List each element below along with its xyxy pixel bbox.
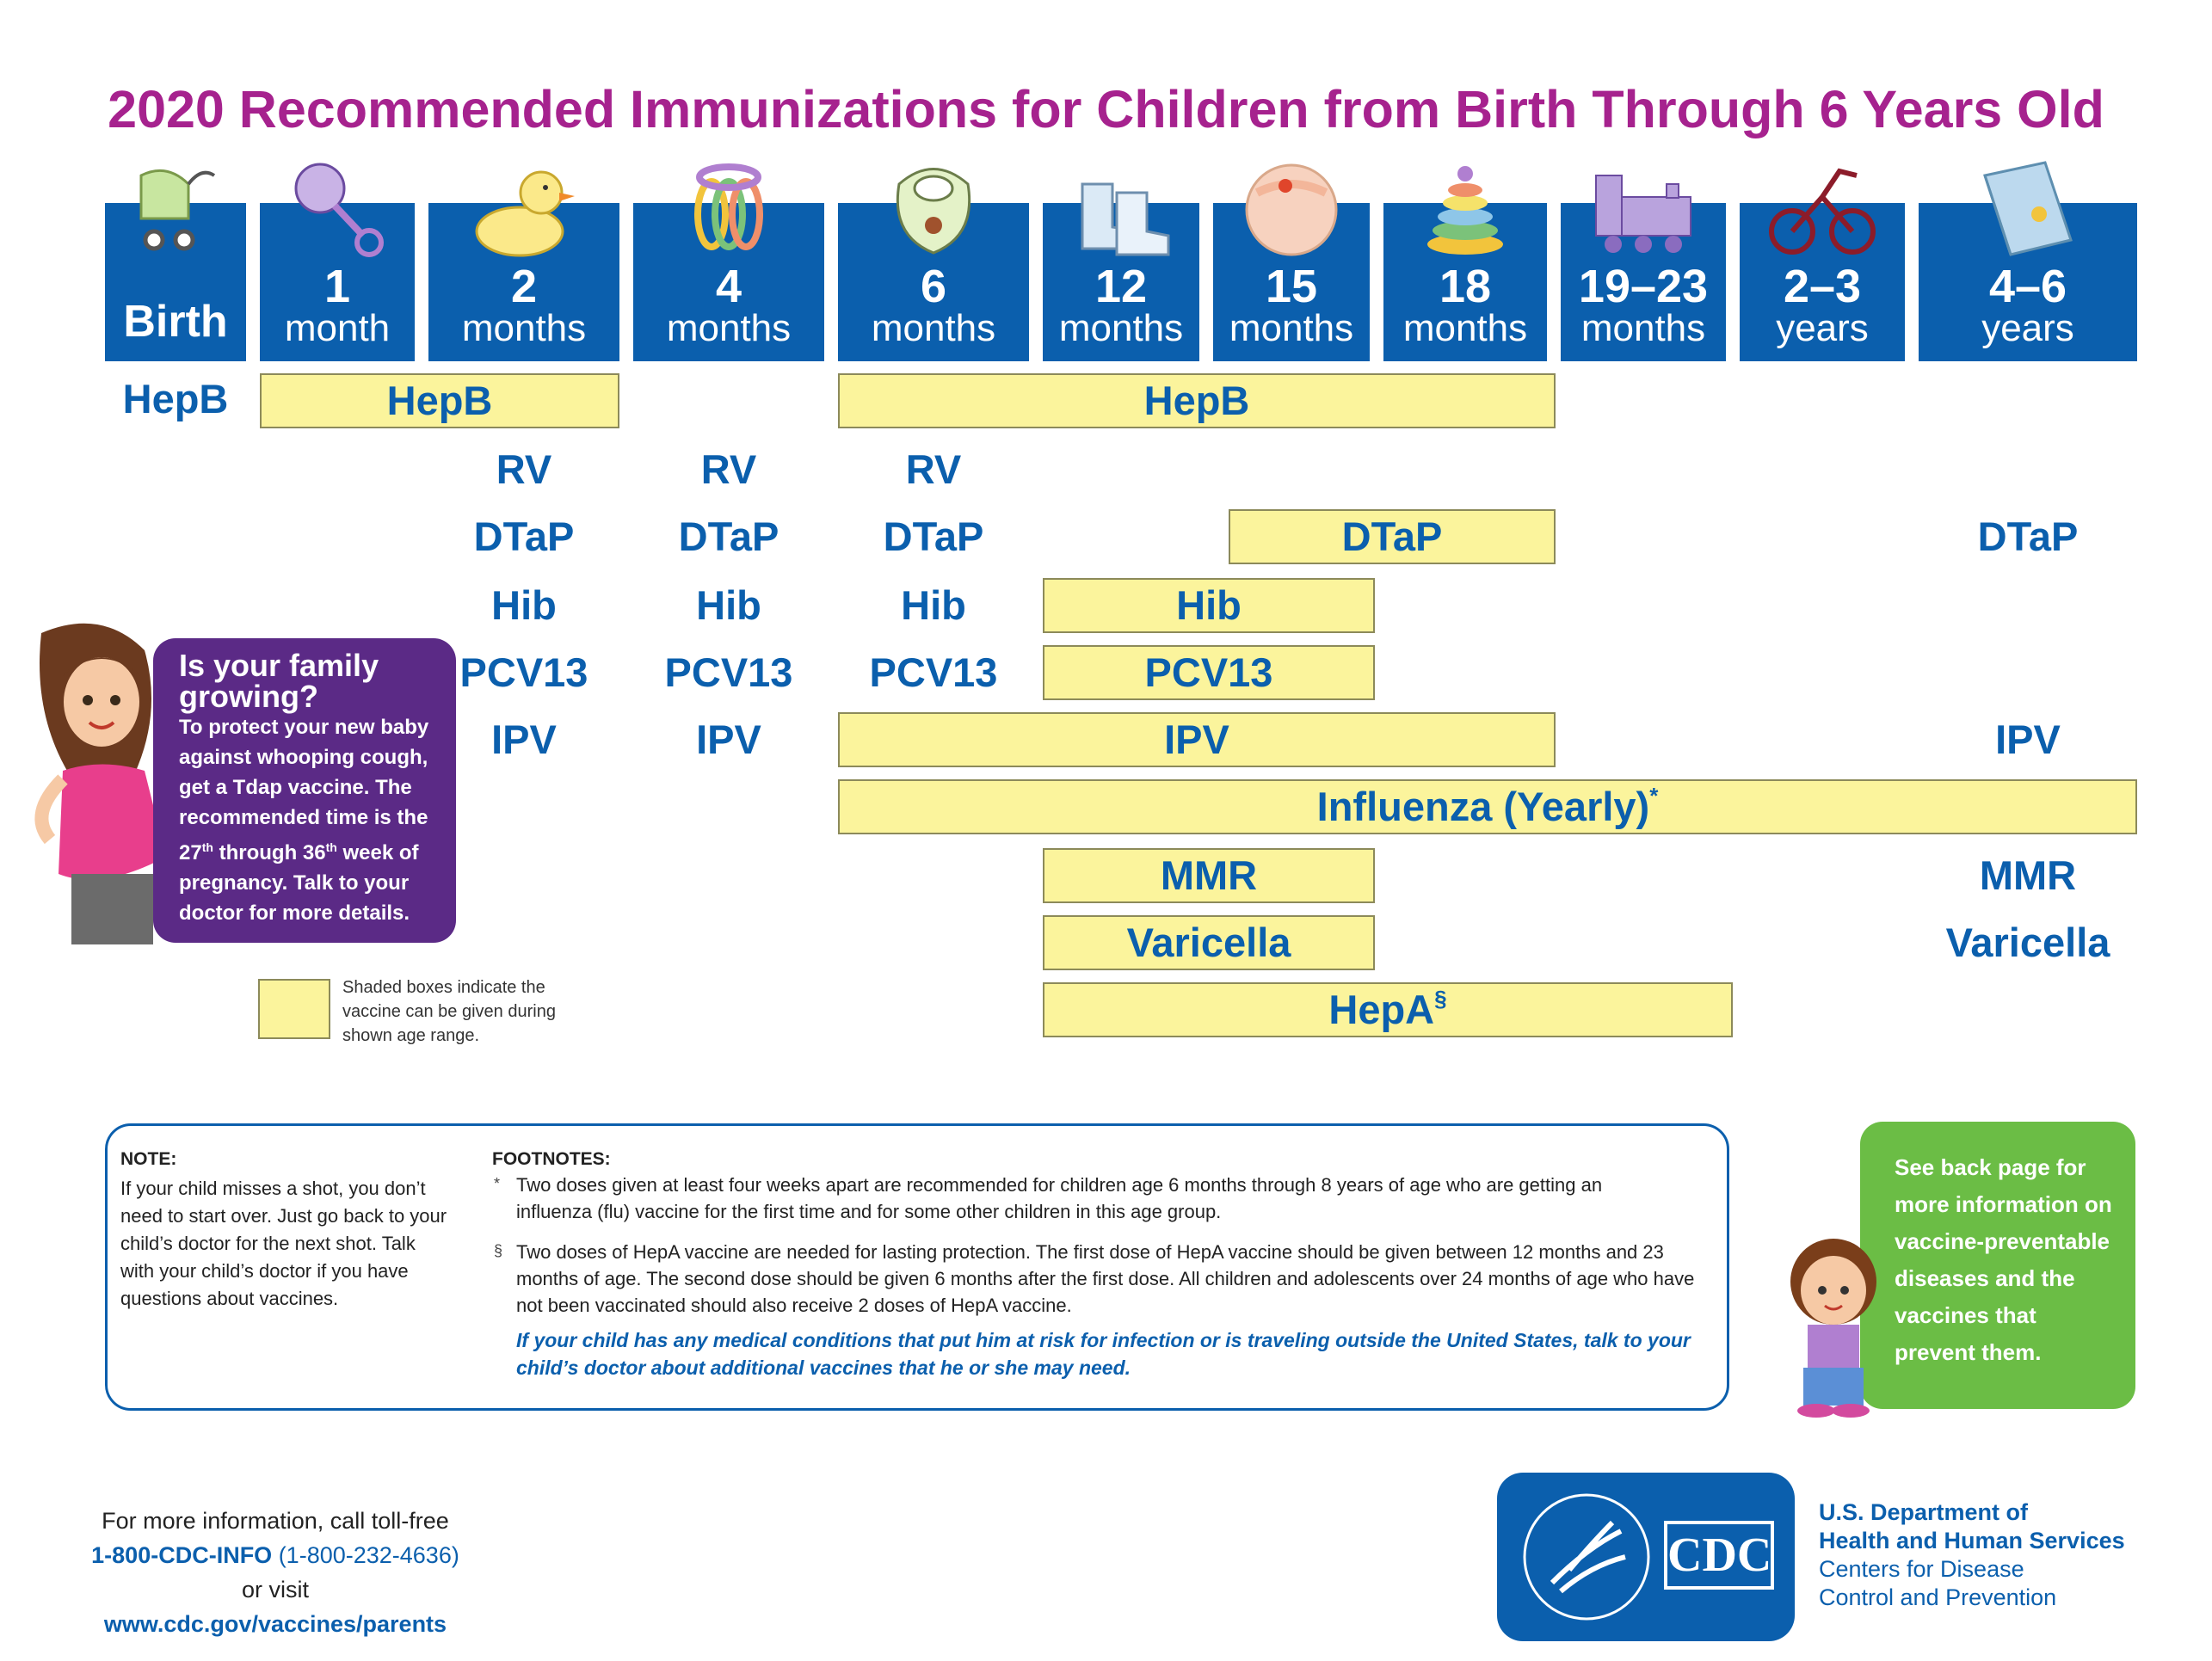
tricycle-icon (1766, 158, 1878, 261)
hhs-seal-icon (1518, 1488, 1655, 1626)
age-number: 12 (1094, 261, 1148, 312)
vaccine-varicella-4-6-years: Varicella (1945, 920, 2110, 965)
page-title: 2020 Recommended Immunizations for Children from Birth Through 6 Years Old (108, 80, 2104, 138)
bar-hib-12-15-months: Hib (1043, 578, 1375, 633)
age-unit: months (1402, 307, 1528, 349)
vaccine-ipv-4-months: IPV (696, 717, 761, 762)
influenza-footnote-mark: * (1649, 783, 1659, 809)
agency-name (1819, 1498, 2125, 1612)
bar-hepa-12-23-months (1043, 982, 1733, 1037)
footnote-mark: § (494, 1242, 503, 1259)
bar-hepb-6-18-months: HepB (838, 373, 1556, 428)
vaccine-ipv-4-6-years: IPV (1995, 717, 2061, 762)
callout-week-start: 27 (179, 841, 202, 864)
vaccine-ipv-2-months: IPV (491, 717, 557, 762)
vaccine-pcv13-4-months: PCV13 (664, 649, 793, 695)
contact-info (77, 1504, 473, 1641)
child-illustration (1769, 1230, 1898, 1418)
bar-mmr-12-15-months: MMR (1043, 848, 1375, 903)
age-number: 4–6 (1988, 261, 2067, 312)
callout-ordinal: th (325, 840, 337, 854)
hepa-label: HepA (1328, 987, 1435, 1032)
age-header-4-6-years (1919, 203, 2137, 361)
age-header-19-23-months (1561, 203, 1726, 361)
cdc-logo-mark: CDC (1664, 1521, 1774, 1590)
hhs-cdc-logo (1497, 1473, 1795, 1641)
age-header-6-months (838, 203, 1029, 361)
age-number: 15 (1265, 261, 1318, 312)
age-number: 19–23 (1578, 261, 1709, 312)
age-header-2-3-years (1740, 203, 1905, 361)
bar-hepb-1-2-months: HepB (260, 373, 619, 428)
callout-ordinal: th (201, 840, 213, 854)
legend-swatch (258, 979, 330, 1039)
age-header-2-months (428, 203, 619, 361)
callout-heading: Is your family growing? (179, 648, 379, 714)
rattle-icon (281, 158, 393, 261)
age-number: 4 (715, 261, 742, 312)
footnotes-heading: FOOTNOTES: (492, 1149, 611, 1169)
age-number: 2 (510, 261, 538, 312)
age-number: 18 (1439, 261, 1492, 312)
stroller-icon (120, 158, 231, 261)
age-header-15-months (1213, 203, 1370, 361)
bar-influenza-6-months-6-years (838, 779, 2137, 834)
vaccine-rv-6-months: RV (905, 446, 962, 492)
contact-line: For more information, call toll-free (102, 1508, 449, 1534)
vaccine-dtap-6-months: DTaP (883, 514, 984, 559)
callout-body-lead: To protect your new baby against whooping cough, get a Tdap vaccine. The recommended time is the (179, 716, 429, 829)
age-header-4-months (633, 203, 824, 361)
callout-body-mid: through (213, 841, 303, 864)
age-number: 1 (323, 261, 351, 312)
age-unit: months (666, 307, 792, 349)
age-number: 2–3 (1783, 261, 1862, 312)
stacking-rings-icon (1409, 158, 1521, 261)
age-unit: months (1058, 307, 1184, 349)
bar-ipv-6-18-months: IPV (838, 712, 1556, 767)
book-icon (1972, 158, 2084, 261)
vaccine-hepb-birth: HepB (122, 376, 229, 421)
age-header-1-month (260, 203, 415, 361)
contact-url-link[interactable]: www.cdc.gov/vaccines/parents (103, 1611, 447, 1637)
vaccine-pcv13-6-months: PCV13 (869, 649, 998, 695)
rubber-duck-icon (468, 158, 580, 261)
hepa-footnote-mark: § (1434, 986, 1447, 1012)
age-number: 6 (920, 261, 947, 312)
callout-week-end: 36 (302, 841, 326, 864)
footnote-mark: * (494, 1175, 501, 1192)
toy-train-icon (1587, 158, 1699, 261)
legend-text: Shaded boxes indicate the vaccine can be given during shown age range. (342, 978, 556, 1045)
age-header-birth (105, 203, 246, 361)
age-unit: months (871, 307, 996, 349)
vaccine-rv-2-months: RV (496, 446, 552, 492)
callout-body (179, 712, 447, 928)
age-header-12-months (1043, 203, 1199, 361)
teething-rings-icon (673, 158, 785, 261)
bib-icon (878, 158, 989, 261)
vaccine-dtap-4-6-years: DTaP (1977, 514, 2079, 559)
age-unit: month (284, 307, 391, 349)
note-text: If your child misses a shot, you don’t need to start over. Just go back to your child’s doctor for the next shot. Talk with your child’s doctor if you have questions about vaccines. (120, 1178, 447, 1309)
age-unit: months (1580, 307, 1706, 349)
bar-varicella-12-15-months: Varicella (1043, 915, 1375, 970)
vaccine-hib-4-months: Hib (696, 582, 761, 628)
bar-dtap-15-18-months: DTaP (1229, 509, 1556, 564)
vaccine-mmr-4-6-years: MMR (1979, 852, 2077, 898)
agency-line: Control and Prevention (1819, 1584, 2057, 1610)
see-back-page-callout: See back page for more information on vaccine-preventable diseases and the vaccines that prevent them. (1860, 1122, 2135, 1409)
age-header-18-months (1383, 203, 1547, 361)
age-unit: years (1776, 307, 1869, 349)
age-label-birth: Birth (123, 297, 228, 347)
vaccine-hib-2-months: Hib (491, 582, 557, 628)
footnote-influenza: Two doses given at least four weeks apart are recommended for children age 6 months through 8 years of age who are getting an influenza (flu) vaccine for the first time and for some other children in this age group. (516, 1174, 1603, 1222)
age-unit: months (1229, 307, 1354, 349)
note-heading: NOTE: (120, 1149, 177, 1169)
agency-line: Centers for Disease (1819, 1556, 2024, 1582)
vaccine-hib-6-months: Hib (901, 582, 966, 628)
contact-or-visit: or visit (241, 1577, 309, 1603)
footnote-medical-conditions: If your child has any medical conditions that put him at risk for infection or is traveling outside the United States, talk to your child’s doctor about additional vaccines that he or she may need. (516, 1329, 1691, 1379)
pregnancy-tdap-callout (153, 638, 456, 943)
booties-icon (1065, 158, 1177, 261)
vaccine-pcv13-2-months: PCV13 (459, 649, 588, 695)
vaccine-rv-4-months: RV (700, 446, 757, 492)
agency-line: Health and Human Services (1819, 1528, 2125, 1553)
agency-line: U.S. Department of (1819, 1499, 2029, 1525)
callout-body-tail: week of pregnancy. Talk to your doctor for more details. (179, 841, 419, 925)
bar-pcv13-12-15-months: PCV13 (1043, 645, 1375, 700)
vaccine-dtap-2-months: DTaP (473, 514, 575, 559)
vaccine-dtap-4-months: DTaP (678, 514, 779, 559)
beach-ball-icon (1235, 158, 1347, 261)
age-unit: years (1981, 307, 2074, 349)
contact-phone[interactable] (77, 1538, 473, 1572)
footnote-hepa: Two doses of HepA vaccine are needed for lasting protection. The first dose of HepA vaccine should be given between 12 months and 23 months of age. The second dose should be given 6 months after the first dose. All children and adolescents over 24 months of age who have not been vaccinated should also receive 2 doses of HepA vaccine. (516, 1241, 1695, 1316)
influenza-label: Influenza (Yearly) (1316, 784, 1650, 829)
phone-number: (1-800-232-4636) (272, 1542, 459, 1568)
age-unit: months (461, 307, 587, 349)
phone-name: 1-800-CDC-INFO (91, 1542, 273, 1568)
